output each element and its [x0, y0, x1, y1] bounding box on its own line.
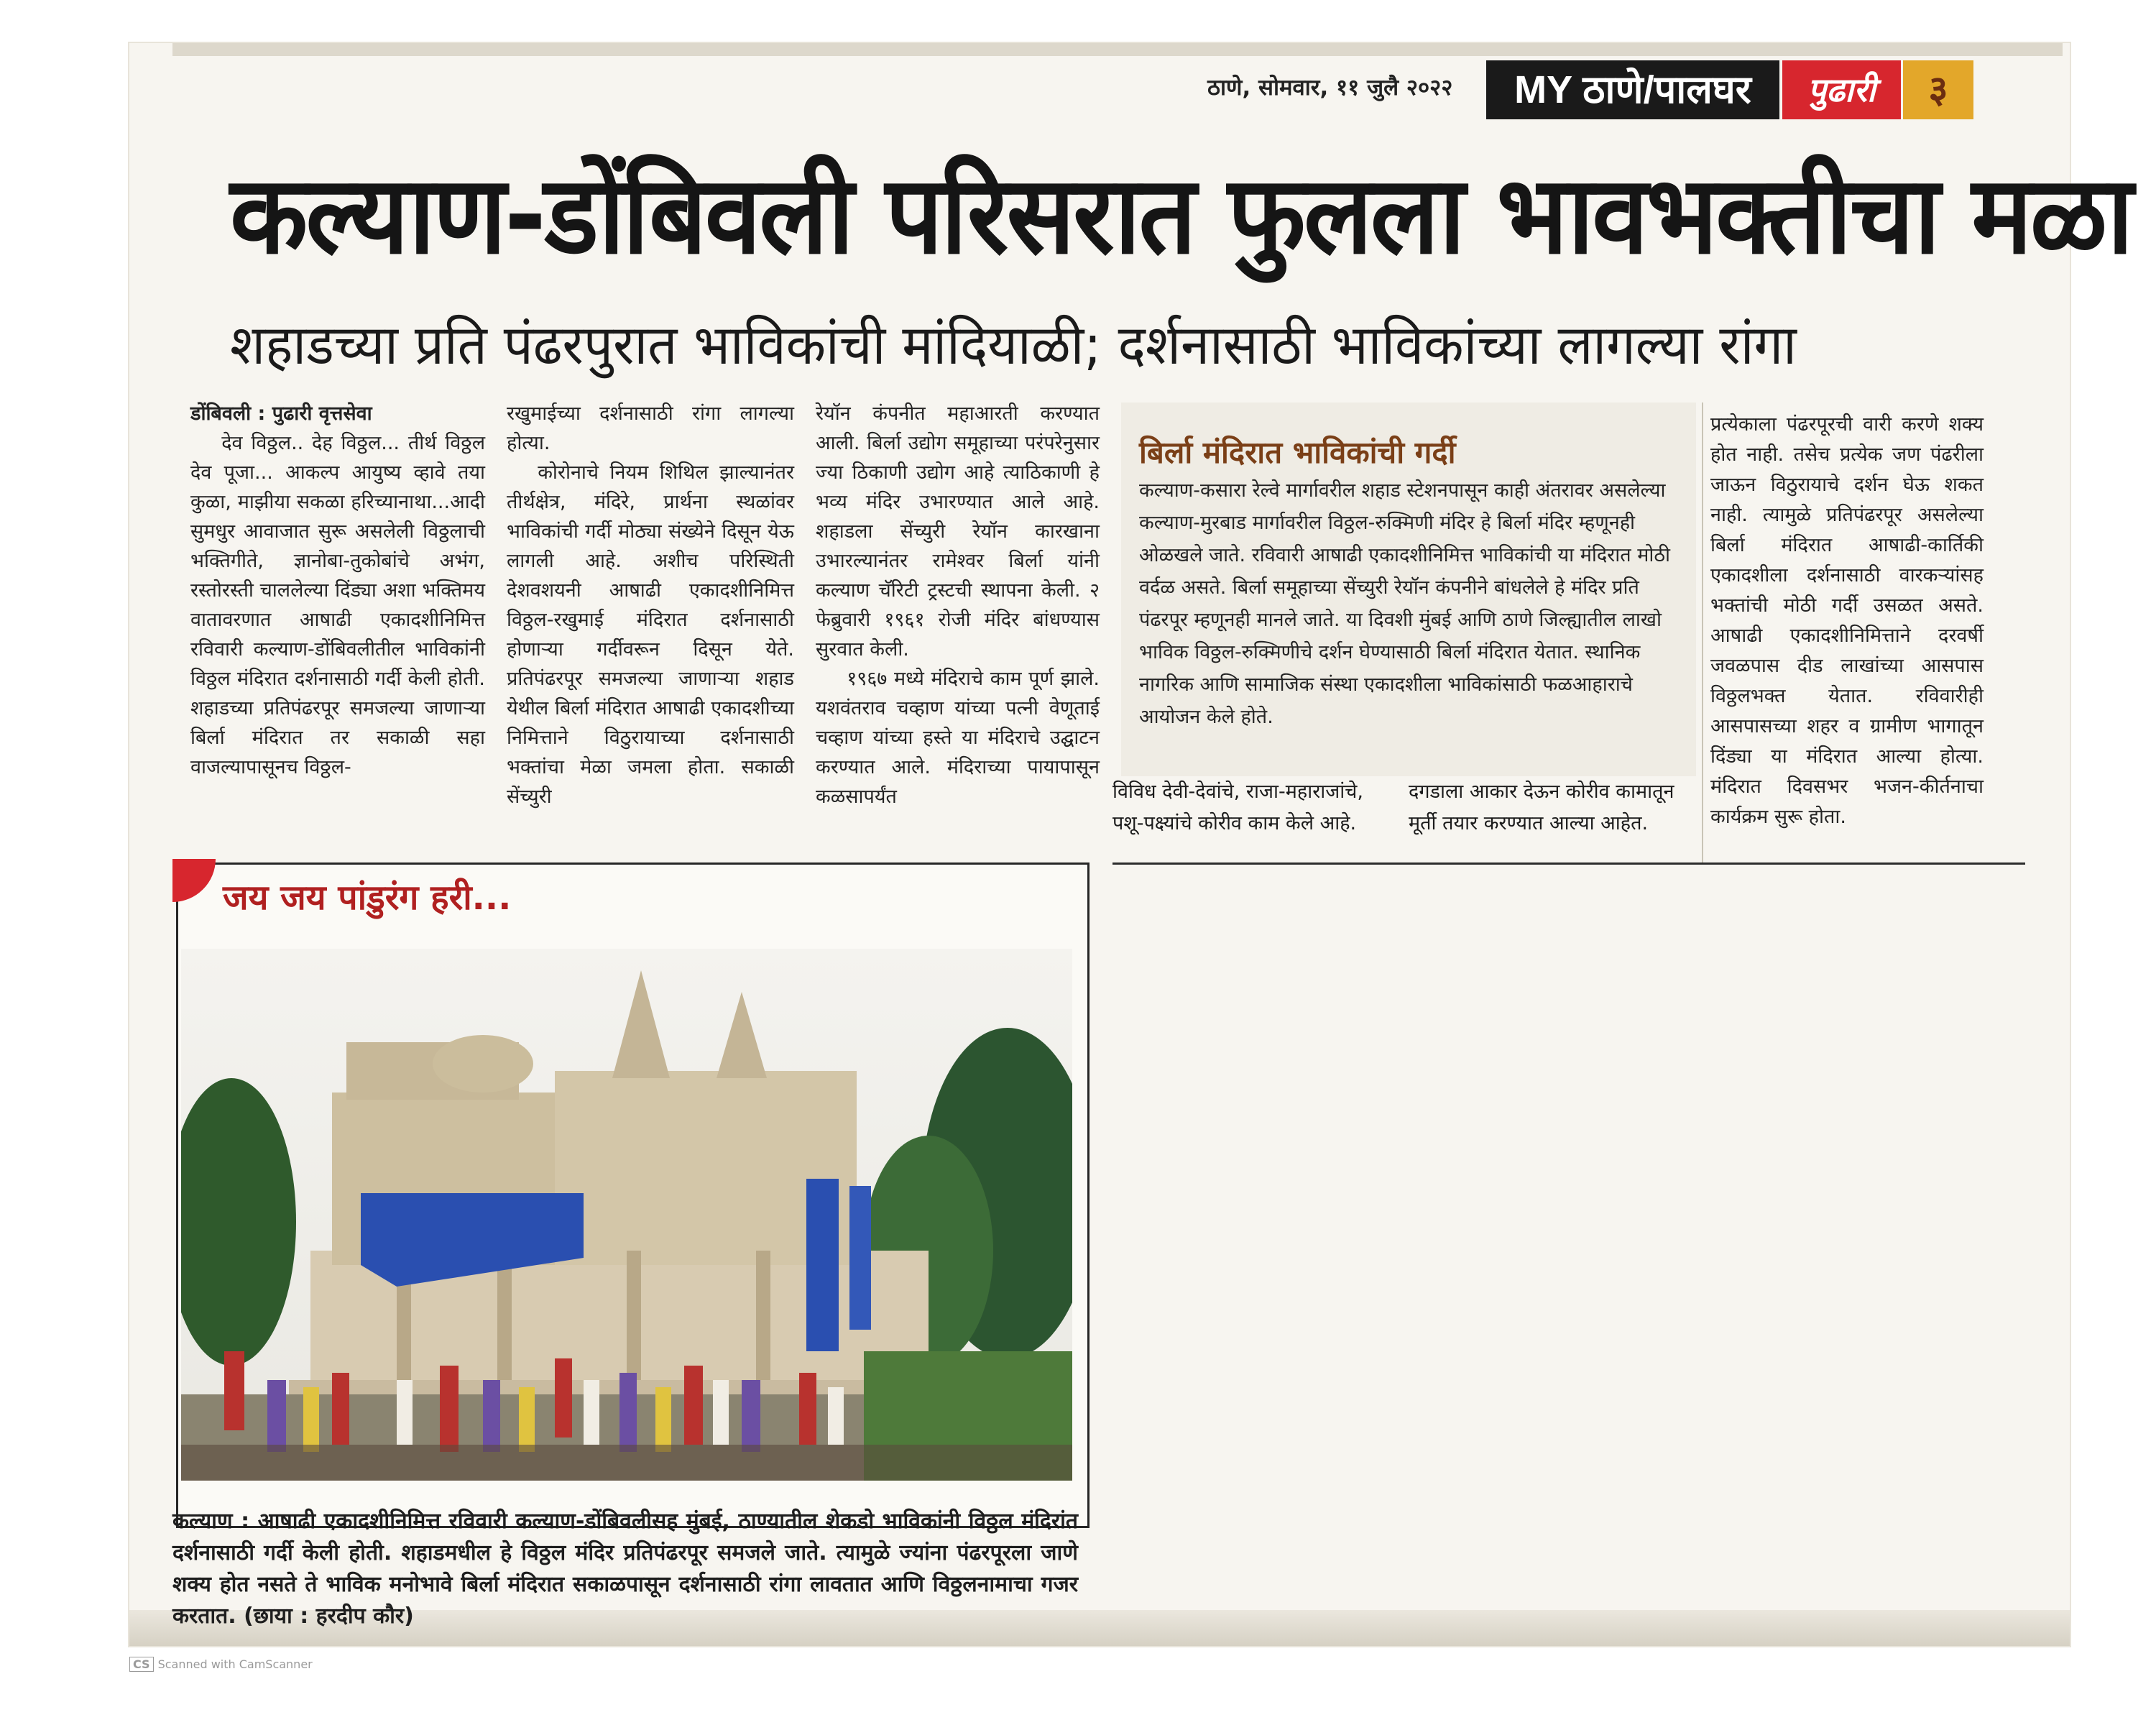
- photo-title: जय जय पांडुरंग हरी...: [223, 878, 512, 918]
- box-story-body: कल्याण-कसारा रेल्वे मार्गावरील शहाड स्टेशनपासून काही अंतरावर असलेल्या कल्याण-मुरबाड मार्गावरील विठ्ठल-रुक्मिणी मंदिर हे बिर्ला मंदिर म्हणूनही ओळखले जाते. रविवारी आषाढी एकादशीनिमित्त भाविकांची या मंदिरात मोठी वर्दळ असते. बिर्ला समूहाच्या सेंच्युरी रेयॉन कंपनीने बांधलेले हे मंदिर प्रति पंढरपूर म्हणूनही मानले जाते. या दिवशी मुंबई आणि ठाणे जिल्ह्यातील लाखो भाविक विठ्ठल-रुक्मिणीचे दर्शन घेण्यासाठी बिर्ला मंदिरात येतात. स्थानिक नागरिक आणि सामाजिक संस्था एकादशीला भाविकांसाठी फळआहाराचे आयोजन केले होते.: [1139, 479, 1671, 728]
- byline: डोंबिवली : पुढारी वृत्तसेवा: [190, 402, 372, 425]
- page-number: ३: [1903, 60, 1973, 119]
- box-story-continuation-left: विविध देवी-देवांचे, राजा-महाराजांचे, पशू-पक्ष्यांचे कोरीव काम केले आहे.: [1112, 781, 1364, 834]
- article-paragraph: १९६७ मध्ये मंदिराचे काम पूर्ण झाले. यशवंतराव चव्हाण यांच्या पत्नी वेणूताई चव्हाण यांच्या हस्ते या मंदिराचे उद्घाटन करण्यात आले. मंदिराच्या पायापासून कळसापर्यंत: [816, 668, 1100, 808]
- article-column-2: [507, 399, 794, 811]
- subheadline: शहाडच्या प्रति पंढरपुरात भाविकांची मांदियाळी; दर्शनासाठी भाविकांच्या लागल्या रांगा: [230, 313, 1797, 377]
- article-paragraph: प्रत्येकाला पंढरपूरची वारी करणे शक्य होत नाही. तसेच प्रत्येक जण पंढरीला जाऊन विठुरायाचे दर्शन घेऊ शकत नाही. त्यामुळे प्रतिपंढरपूर असलेल्या बिर्ला मंदिरात आषाढी-कार्तिकी एकादशीला दर्शनासाठी वारकऱ्यांसह भक्तांची मोठी गर्दी उसळत असते. आषाढी एकादशीनिमित्ताने दरवर्षी जवळपास दीड लाखांच्या आसपास विठ्ठलभक्त येतात. रविवारीही आसपासच्या शहर व ग्रामीण भागातून दिंड्या या मंदिरात आल्या होत्या. मंदिरात दिवसभर भजन-कीर्तनाचा कार्यक्रम सुरू होता.: [1710, 413, 1984, 828]
- page-top-edge: [172, 43, 2063, 56]
- scanner-text: Scanned with CamScanner: [157, 1657, 313, 1671]
- section-divider: [1112, 862, 2025, 865]
- article-paragraph: रखुमाईच्या दर्शनासाठी रांगा लागल्या होत्या.: [507, 402, 794, 454]
- box-story-title: बिर्ला मंदिरात भाविकांची गर्दी: [1139, 435, 1456, 470]
- photo-caption: कल्याण : आषाढी एकादशीनिमित्त रविवारी कल्याण-डोंबिवलीसह मुंबई, ठाण्यातील शेकडो भाविकांनी विठ्ठल मंदिरांत दर्शनासाठी गर्दी केली होती. शहाडमधील हे विठ्ठल मंदिर प्रतिपंढरपूर समजले जाते. त्यामुळे ज्यांना पंढरपूरला जाणे शक्य होत नसते ते भाविक मनोभावे बिर्ला मंदिरात सकाळपासून दर्शनासाठी रांगा लावतात आणि विठ्ठलनामाचा गजर करतात. (छाया : हरदीप कौर): [172, 1509, 1078, 1629]
- headline: कल्याण-डोंबिवली परिसरात फुलला भावभक्तीचा मळा: [230, 153, 2132, 278]
- temple-photo: [181, 949, 1072, 1481]
- article-paragraph: कोरोनाचे नियम शिथिल झाल्यानंतर तीर्थक्षेत्र, मंदिरे, प्रार्थना स्थळांवर भाविकांची गर्दी मोठ्या संख्येने दिसून येऊ लागली आहे. अशीच परिस्थिती देशवशयनी आषाढी एकादशीनिमित्त विठ्ठल-रखुमाई मंदिरात दर्शनासाठी होणाऱ्या गर्दीवरून दिसून येते. प्रतिपंढरपूर समजल्या जाणाऱ्या शहाड येथील बिर्ला मंदिरात आषाढी एकादशीच्या निमित्ताने विठुरायाच्या दर्शनासाठी भक्तांचा मेळा जमला होता. सकाळी सेंच्युरी: [507, 461, 794, 808]
- article-column-3: [816, 399, 1100, 811]
- section-banner: MY ठाणे/पालघर: [1486, 60, 1779, 119]
- box-story-continuation-right: दगडाला आकार देऊन कोरीव कामातून मूर्ती तयार करण्यात आल्या आहेत.: [1409, 781, 1674, 834]
- article-column-right: [1710, 410, 1984, 832]
- dateline: ठाणे, सोमवार, ११ जुलै २०२२: [1207, 75, 1453, 101]
- article-paragraph: रेयॉन कंपनीत महाआरती करण्यात आली. बिर्ला उद्योग समूहाच्या परंपरेनुसार ज्या ठिकाणी उद्योग आहे त्याठिकाणी हे भव्य मंदिर उभारण्यात आले आहे. शहाडला सेंच्युरी रेयॉन कारखाना उभारल्यानंतर रामेश्वर बिर्ला यांनी कल्याण चॅरिटी ट्रस्टची स्थापना केली. २ फेब्रुवारी १९६१ रोजी मंदिर बांधण्यास सुरवात केली.: [816, 402, 1100, 661]
- camscanner-icon: CS: [129, 1657, 154, 1672]
- article-column-1: [190, 399, 485, 782]
- brand-logo: पुढारी: [1782, 60, 1901, 119]
- article-paragraph: देव विठ्ठल.. देह विठ्ठल... तीर्थ विठ्ठल देव पूजा... आकल्प आयुष्य व्हावे तया कुळा, माझीया सकळा हरिच्यानाथा...आदी सुमधुर आवाजात सुरू असलेली विठ्ठलाची भक्तिगीते, ज्ञानोबा-तुकोबांचे अभंग, रस्तोरस्ती चाललेल्या दिंड्या अशा भक्तिमय वातावरणात आषाढी एकादशीनिमित्त रविवारी कल्याण-डोंबिवलीतील भाविकांनी विठ्ठल मंदिरात दर्शनासाठी गर्दी केली होती. शहाडच्या प्रतिपंढरपूर समजल्या जाणाऱ्या बिर्ला मंदिरात तर सकाळी सहा वाजल्यापासूनच विठ्ठल-: [190, 432, 485, 778]
- column-divider: [1702, 402, 1703, 862]
- scanner-watermark: [129, 1657, 313, 1672]
